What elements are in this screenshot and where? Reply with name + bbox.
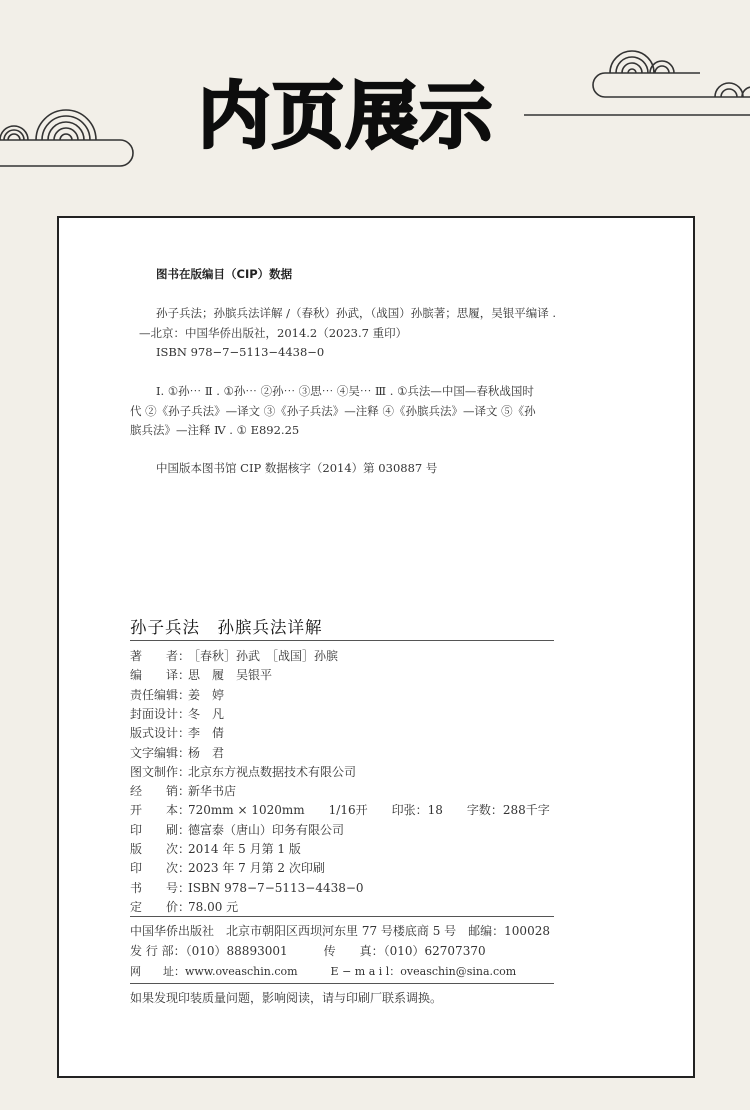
- credit-row: [130, 840, 301, 857]
- credit-value: 姜 婷: [188, 687, 225, 702]
- credit-row: [130, 763, 356, 780]
- divider: [130, 983, 554, 984]
- credit-label: 责任编辑：: [130, 687, 191, 702]
- credit-label: 著 者：: [130, 649, 191, 663]
- credit-row: [130, 801, 550, 818]
- cip-line: I. ①孙⋯ Ⅱ . ①孙⋯ ②孙⋯ ③思⋯ ④吴⋯ Ⅲ . ①兵法—中国—春秋战国时: [156, 384, 534, 398]
- credit-value: 720mm × 1020mm 1/16开 印张：18 字数：288千字: [188, 803, 550, 818]
- publisher-web: 网 址：www.oveaschin.com E − m a i l：oveaschin@sina.com: [130, 965, 517, 978]
- credit-label: 印 刷：: [130, 822, 191, 837]
- credit-row: [130, 744, 224, 761]
- credit-row: [130, 724, 224, 741]
- credit-value: 思 履 吴银平: [188, 668, 273, 683]
- cip-line: 膑兵法》—注释 Ⅳ . ① E892.25: [130, 423, 300, 437]
- credit-value: 78.00 元: [188, 899, 239, 914]
- credit-value: 新华书店: [188, 784, 237, 799]
- credit-value: ISBN 978−7−5113−4438−0: [188, 880, 364, 895]
- credit-row: [130, 666, 272, 683]
- divider: [130, 916, 554, 917]
- book-title: 孙子兵法 孙膑兵法详解: [130, 618, 323, 637]
- credit-row: [130, 782, 236, 799]
- credit-label: 封面设计：: [130, 706, 191, 721]
- credit-label: 经 销：: [130, 784, 191, 799]
- cip-line: ISBN 978−7−5113−4438−0: [156, 345, 325, 359]
- credit-value: 杨 君: [188, 745, 225, 760]
- publisher-phone: 发 行 部：（010）88893001 传 真：（010）62707370: [130, 944, 486, 958]
- credit-value: 2023 年 7 月第 2 次印刷: [188, 861, 325, 876]
- cloud-left-icon: [0, 100, 140, 170]
- cip-line: 孙子兵法；孙膑兵法详解 /（春秋）孙武，（战国）孙膑著；思履，吴银平编译 .: [156, 306, 557, 320]
- page-heading: 内页展示: [198, 74, 495, 158]
- credit-label: 版式设计：: [130, 726, 191, 741]
- credit-row: [130, 686, 224, 703]
- credit-row: [130, 647, 338, 664]
- credit-value: 2014 年 5 月第 1 版: [188, 842, 301, 856]
- credit-row: [130, 821, 344, 838]
- cip-line: 中国版本图书馆 CIP 数据核字（2014）第 030887 号: [156, 461, 438, 475]
- credit-label: 图文制作：: [130, 764, 191, 779]
- credit-label: 定 价：: [130, 899, 191, 914]
- credit-label: 印 次：: [130, 861, 191, 876]
- credit-row: [130, 705, 224, 722]
- cip-line: —北京：中国华侨出版社，2014.2（2023.7 重印）: [139, 326, 408, 340]
- credit-value: 李 倩: [188, 726, 225, 741]
- credit-value: 冬 凡: [188, 706, 225, 721]
- cip-line: 代 ②《孙子兵法》—译文 ③《孙子兵法》—注释 ④《孙膑兵法》—译文 ⑤《孙: [130, 404, 536, 418]
- credit-value: 北京东方视点数据技术有限公司: [188, 764, 357, 779]
- credit-label: 版 次：: [130, 842, 191, 856]
- credit-label: 编 译：: [130, 668, 191, 683]
- cloud-right-icon: [520, 45, 750, 120]
- quality-notice: 如果发现印装质量问题，影响阅读，请与印刷厂联系调换。: [130, 991, 443, 1005]
- publisher-address: 中国华侨出版社 北京市朝阳区西坝河东里 77 号楼底商 5 号 邮编：100028: [130, 924, 550, 938]
- credit-value: 德富泰（唐山）印务有限公司: [188, 822, 345, 837]
- credit-label: 书 号：: [130, 880, 191, 895]
- credit-label: 开 本：: [130, 803, 191, 818]
- credit-row: [130, 879, 364, 896]
- divider: [130, 640, 554, 641]
- cip-title: 图书在版编目（CIP）数据: [156, 267, 293, 281]
- credit-row: [130, 898, 238, 915]
- credit-value: ［春秋］孙武 ［战国］孙膑: [188, 649, 339, 663]
- credit-row: [130, 859, 325, 876]
- copyright-page: [57, 216, 695, 1078]
- credit-label: 文字编辑：: [130, 745, 191, 760]
